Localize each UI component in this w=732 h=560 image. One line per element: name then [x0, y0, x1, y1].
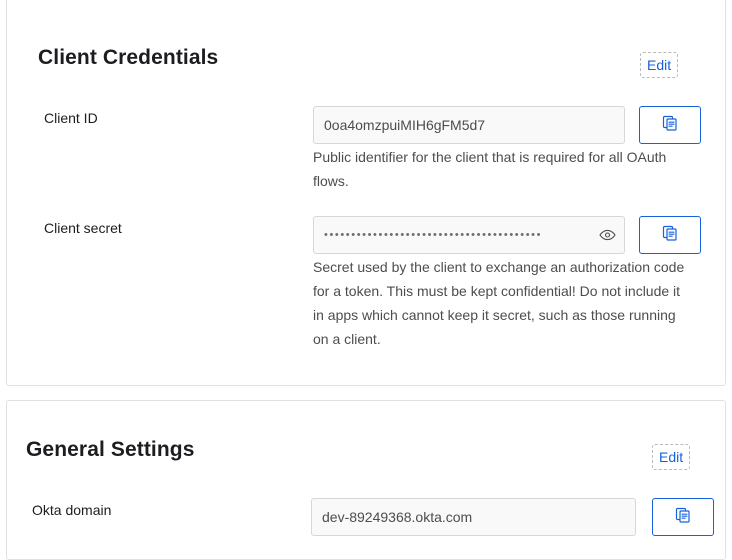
- client-id-label: Client ID: [44, 110, 98, 126]
- copy-icon: [662, 115, 678, 136]
- client-id-input[interactable]: 0oa4omzpuiMIH6gFM5d7: [313, 106, 625, 144]
- okta-domain-row: [311, 498, 714, 536]
- client-id-help-text: Public identifier for the client that is required for all OAuth flows.: [313, 149, 667, 189]
- client-secret-row: [313, 216, 701, 254]
- client-secret-masked-value: ••••••••••••••••••••••••••••••••••••••••: [324, 229, 543, 241]
- client-secret-help-text: Secret used by the client to exchange an authorization code for a token. This must be kept confidential! Do not include it in apps which cannot keep it secret, such as those running on a client.: [313, 259, 685, 347]
- general-settings-title: General Settings: [26, 438, 195, 461]
- edit-general-settings-button[interactable]: Edit: [652, 444, 690, 470]
- client-credentials-title: Client Credentials: [38, 46, 219, 69]
- client-id-row: [313, 106, 701, 144]
- copy-okta-domain-button[interactable]: [652, 498, 714, 536]
- copy-client-id-button[interactable]: [639, 106, 701, 144]
- okta-domain-input[interactable]: dev-89249368.okta.com: [311, 498, 636, 536]
- general-settings-card: [6, 400, 726, 560]
- client-secret-input[interactable]: [313, 216, 625, 254]
- client-secret-label: Client secret: [44, 220, 122, 236]
- eye-icon[interactable]: [599, 229, 616, 241]
- okta-domain-label: Okta domain: [32, 502, 112, 518]
- copy-icon: [662, 225, 678, 246]
- edit-client-credentials-button[interactable]: Edit: [640, 52, 678, 78]
- copy-client-secret-button[interactable]: [639, 216, 701, 254]
- copy-icon: [675, 507, 691, 528]
